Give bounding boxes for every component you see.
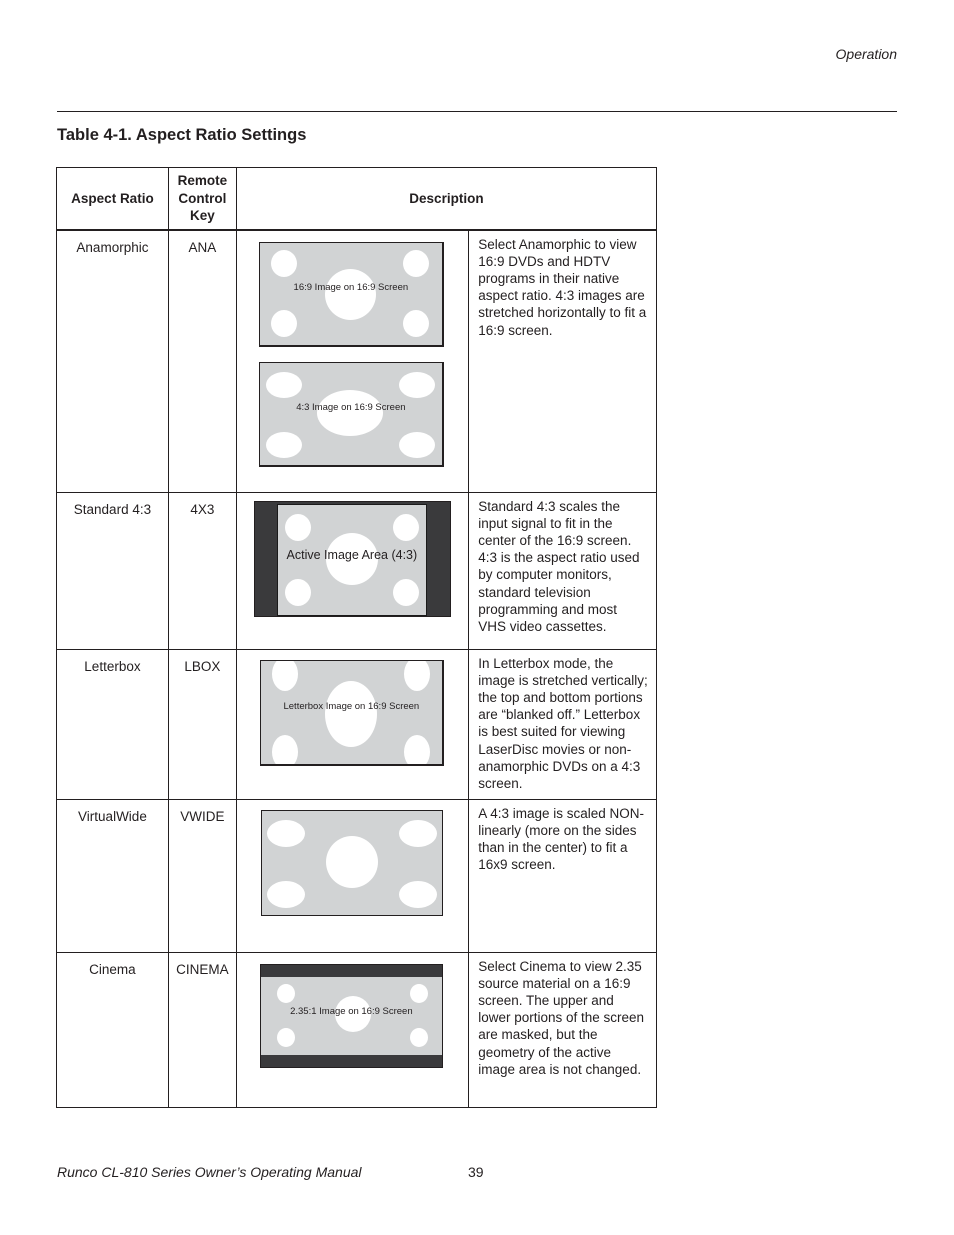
column-header-description: Description xyxy=(236,168,656,230)
table-row-virtualwide xyxy=(57,799,657,952)
description-cell: Select Anamorphic to view 16:9 DVDs and HDTV programs in their native aspect ratio. 4:3 images are stretched horizontally to fit a 16:9 screen. xyxy=(469,230,657,493)
description-cell: In Letterbox mode, the image is stretched vertically; the top and bottom portions are “blanked off.” Letterbox is best suited for viewing LaserDisc movies or non-anamorphic DVDs on a 4:3 screen. xyxy=(469,649,657,799)
figure-label: Letterbox Image on 16:9 Screen xyxy=(283,700,420,712)
figure-cell xyxy=(236,799,468,952)
figure-cell xyxy=(236,230,468,493)
aspect-ratio-cell: Standard 4:3 xyxy=(57,492,169,649)
anamorphic-16-9-diagram xyxy=(259,242,444,347)
figure-cell xyxy=(236,952,468,1107)
aspect-ratio-table xyxy=(56,167,657,1108)
figure-label: 4:3 Image on 16:9 Screen xyxy=(296,401,406,413)
remote-key-cell: 4X3 xyxy=(168,492,236,649)
column-header-aspect-ratio: Aspect Ratio xyxy=(57,168,169,230)
cinema-diagram xyxy=(260,964,443,1068)
aspect-ratio-cell: Letterbox xyxy=(57,649,169,799)
figure-cell xyxy=(236,492,468,649)
description-cell: A 4:3 image is scaled NON-linearly (more on the sides than in the center) to fit a 16x9 screen. xyxy=(469,799,657,952)
figure-label: Active Image Area (4:3) xyxy=(286,547,418,562)
aspect-ratio-cell: VirtualWide xyxy=(57,799,169,952)
virtualwide-diagram xyxy=(261,810,443,916)
standard-4-3-diagram xyxy=(254,501,451,617)
running-header: Operation xyxy=(835,46,897,62)
description-cell: Standard 4:3 scales the input signal to fit in the center of the 16:9 screen. 4:3 is the aspect ratio used by computer monitors, standard television programming and most VHS video cassettes. xyxy=(469,492,657,649)
footer-manual-title: Runco CL-810 Series Owner’s Operating Manual xyxy=(57,1164,362,1180)
header-rule xyxy=(57,111,897,112)
aspect-ratio-cell: Cinema xyxy=(57,952,169,1107)
remote-key-cell: CINEMA xyxy=(168,952,236,1107)
anamorphic-4-3-diagram xyxy=(259,362,444,467)
table-row-cinema xyxy=(57,952,657,1107)
letterbox-diagram xyxy=(260,660,444,766)
table-title: Table 4-1. Aspect Ratio Settings xyxy=(57,126,307,144)
column-header-remote-key: Remote Control Key xyxy=(168,168,236,230)
description-cell: Select Cinema to view 2.35 source material on a 16:9 screen. The upper and lower portions of the screen are masked, but the geometry of the active image area is not changed. xyxy=(469,952,657,1107)
remote-key-cell: ANA xyxy=(168,230,236,493)
remote-key-cell: VWIDE xyxy=(168,799,236,952)
figure-cell xyxy=(236,649,468,799)
aspect-ratio-cell: Anamorphic xyxy=(57,230,169,493)
table-row-letterbox xyxy=(57,649,657,799)
remote-key-cell: LBOX xyxy=(168,649,236,799)
figure-label: 2.35:1 Image on 16:9 Screen xyxy=(290,1005,413,1017)
table-row-anamorphic xyxy=(57,230,657,493)
figure-label: 16:9 Image on 16:9 Screen xyxy=(293,281,409,293)
page-number: 39 xyxy=(468,1164,484,1180)
table-row-standard-4-3 xyxy=(57,492,657,649)
